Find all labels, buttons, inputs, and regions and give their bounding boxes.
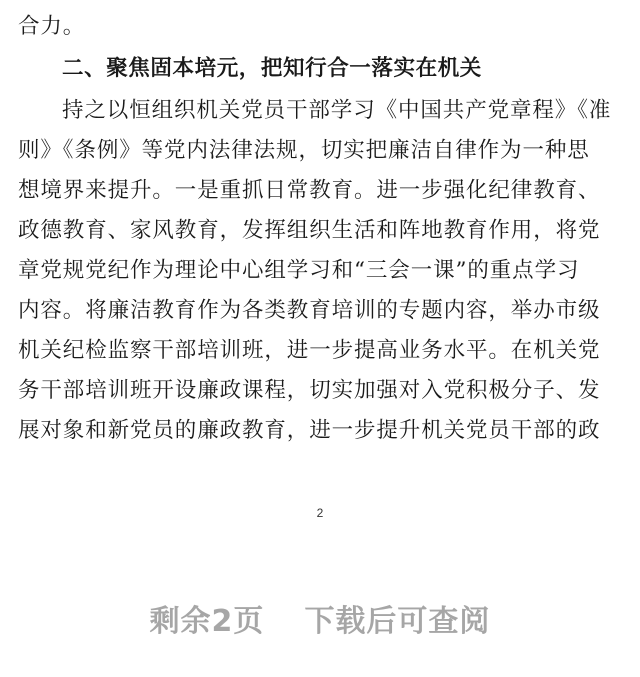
- paragraph-line-9: 务干部培训班开设廉政课程，切实加强对入党积极分子、发: [18, 378, 601, 403]
- paragraph-line-3: 则》《条例》等党内法律法规，切实把廉洁自律作为一种思: [18, 138, 590, 163]
- paragraph-line-5: 政德教育、家风教育，发挥组织生活和阵地教育作用，将党: [18, 218, 601, 243]
- section-heading: 二、聚焦固本培元，把知行合一落实在机关: [62, 56, 482, 81]
- paragraph-line-10: 展对象和新党员的廉政教育，进一步提升机关党员干部的政: [18, 418, 601, 443]
- paragraph-line-2: 持之以恒组织机关党员干部学习《中国共产党章程》《准: [62, 98, 612, 123]
- paragraph-line-4: 想境界来提升。一是重抓日常教育。进一步强化纪律教育、: [18, 178, 601, 203]
- paragraph-line-1: 合力。: [18, 14, 86, 39]
- paragraph-line-6: 章党规党纪作为理论中心组学习和“三会一课”的重点学习: [18, 258, 580, 283]
- paragraph-line-7: 内容。将廉洁教育作为各类教育培训的专题内容，举办市级: [18, 298, 601, 323]
- remaining-pages-text: 剩余2页: [149, 604, 265, 639]
- page-number: 2: [316, 506, 324, 520]
- download-to-view-text: 下载后可查阅: [304, 604, 491, 639]
- download-banner[interactable]: [0, 596, 640, 640]
- paragraph-line-8: 机关纪检监察干部培训班，进一步提高业务水平。在机关党: [18, 338, 601, 363]
